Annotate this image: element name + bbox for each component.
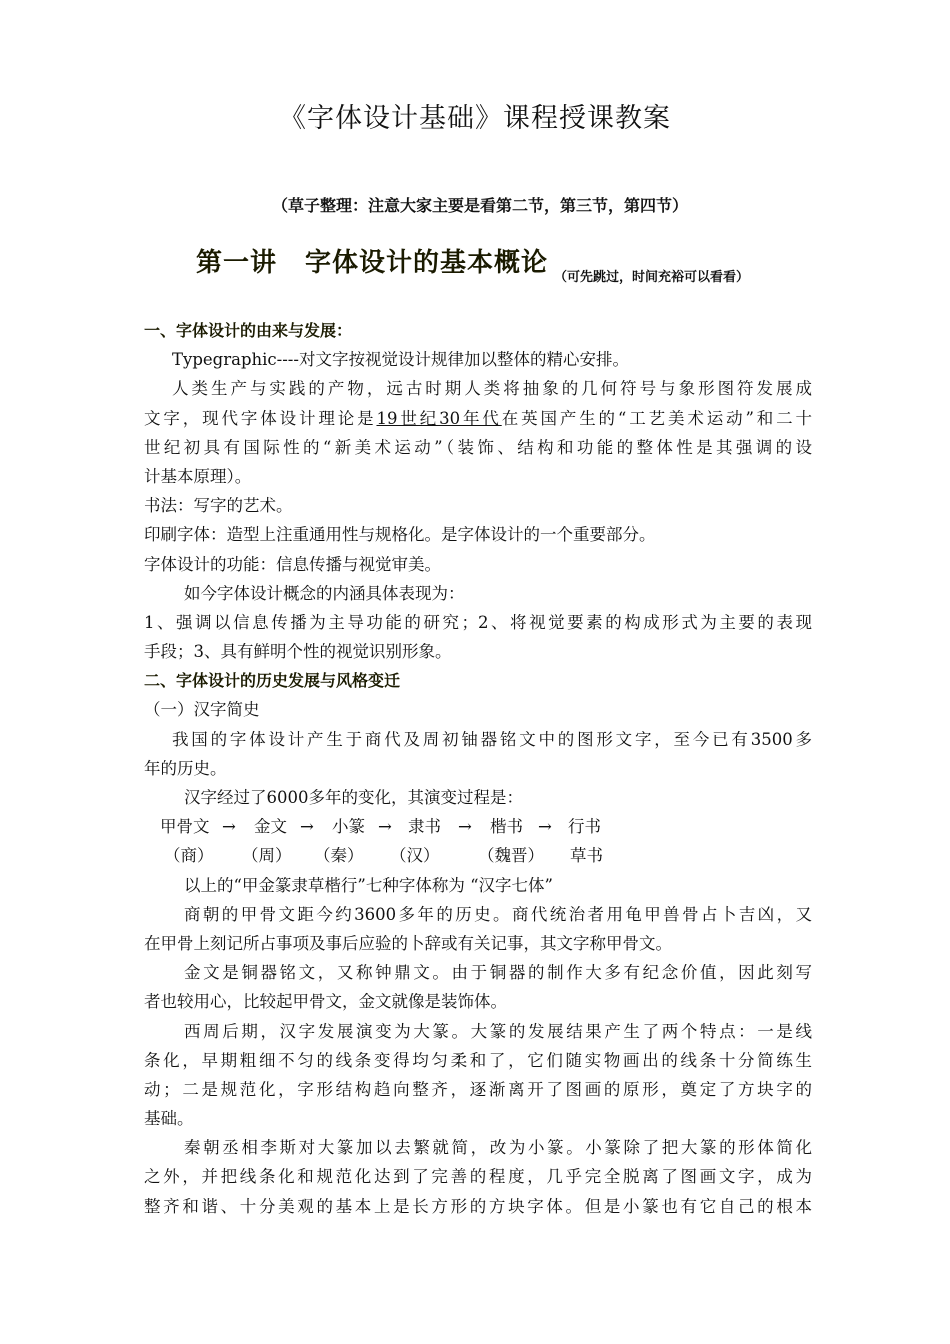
paragraph-print-type: 印刷字体：造型上注重通用性与规格化。是字体设计的一个重要部分。	[144, 525, 656, 545]
paragraph-oracle-line: 商朝的甲骨文距今约3600多年的历史。商代统治者用龟甲兽骨占卜吉凶，又	[184, 904, 812, 924]
text-span: 文字，现代字体设计理论是	[144, 408, 377, 428]
chain-item: 甲骨文	[160, 817, 210, 837]
lecture-label: 第一讲	[196, 248, 278, 278]
script-evolution-chain	[144, 812, 812, 841]
paragraph-origin-line: 人类生产与实践的产物，远古时期人类将抽象的几何符号与象形图符发展成	[172, 379, 812, 399]
paragraph-oracle-line: 在甲骨上刻记所占事项及事后应验的卜辞或有关记事，其文字称甲骨文。	[144, 933, 672, 953]
underlined-date: 19世纪30年代	[376, 408, 502, 428]
lecture-aside: （可先跳过，时间充裕可以看看）	[554, 270, 750, 285]
paragraph-origin-line: 世纪初具有国际性的“新美术运动”（装饰、结构和功能的整体性是其强调的设	[144, 437, 812, 457]
section-heading-1: 一、字体设计的由来与发展：	[144, 321, 353, 340]
dynasty-label: 草书	[570, 846, 603, 866]
paragraph-seven-scripts: 以上的“甲金篆隶草楷行”七种字体称为 “汉字七体”	[184, 875, 553, 895]
paragraph-origin-line: 计基本原理）。	[144, 466, 252, 486]
paragraph-history-line: 年的历史。	[144, 758, 227, 778]
lecture-name: 字体设计的基本概论	[305, 248, 549, 278]
dynasty-label: （秦）	[314, 846, 364, 866]
paragraph-xiaozhuan-line: 整齐和谐、十分美观的基本上是长方形的方块字体。但是小篆也有它自己的根本	[144, 1196, 812, 1216]
arrow-icon: →	[458, 817, 472, 837]
text-span: 在英国产生的“工艺美术运动”和二十	[501, 408, 812, 428]
paragraph-bronze-line: 者也较用心，比较起甲骨文，金文就像是装饰体。	[144, 992, 507, 1012]
paragraph-list-line: 手段；3、具有鲜明个性的视觉识别形象。	[144, 642, 452, 662]
document-title: 《字体设计基础》课程授课教案	[279, 103, 671, 134]
chain-item: 小篆	[332, 817, 365, 837]
paragraph-origin-line	[144, 404, 812, 433]
paragraph-list-line: 1、强调以信息传播为主导功能的研究；2、将视觉要素的构成形式为主要的表现	[144, 612, 812, 632]
dynasty-label: （汉）	[390, 846, 440, 866]
dynasty-label: （商）	[164, 846, 214, 866]
document-body	[144, 316, 812, 1221]
arrow-icon: →	[538, 817, 552, 837]
paragraph-concept: 如今字体设计概念的内涵具体表现为：	[184, 583, 465, 603]
paragraph-dazhuan-line: 条化，早期粗细不匀的线条变得均匀柔和了，它们随实物画出的线条十分简练生	[144, 1050, 812, 1070]
paragraph-dazhuan-line: 动；二是规范化，字形结构趋向整齐，逐渐离开了图画的原形，奠定了方块字的	[144, 1079, 812, 1099]
arrow-icon: →	[222, 817, 236, 837]
paragraph-dazhuan-line: 基础。	[144, 1109, 194, 1129]
paragraph-dazhuan-line: 西周后期，汉字发展演变为大篆。大篆的发展结果产生了两个特点：一是线	[184, 1021, 812, 1041]
chain-item: 隶书	[408, 817, 441, 837]
chain-item: 金文	[254, 817, 287, 837]
dynasty-label: （魏晋）	[478, 846, 544, 866]
paragraph-evolution: 汉字经过了6000多年的变化，其演变过程是：	[184, 788, 523, 807]
paragraph-function: 字体设计的功能：信息传播与视觉审美。	[144, 554, 441, 574]
paragraph-calligraphy: 书法：写字的艺术。	[144, 496, 293, 516]
lecture-heading	[196, 242, 749, 285]
editor-note: （草子整理：注意大家主要是看第二节，第三节，第四节）	[271, 196, 688, 215]
dynasty-label: （周）	[242, 846, 292, 866]
paragraph-xiaozhuan-line: 秦朝丞相李斯对大篆加以去繁就简，改为小篆。小篆除了把大篆的形体简化	[184, 1138, 812, 1158]
chain-item: 楷书	[490, 817, 523, 837]
paragraph-xiaozhuan-line: 之外，并把线条化和规范化达到了完善的程度，几乎完全脱离了图画文字，成为	[144, 1167, 812, 1187]
subsection-heading: （一）汉字简史	[144, 700, 260, 720]
paragraph-typegraphic: Typegraphic----对文字按视觉设计规律加以整体的精心安排。	[172, 350, 629, 370]
arrow-icon: →	[378, 817, 392, 837]
dynasty-row	[144, 841, 812, 870]
arrow-icon: →	[300, 817, 314, 837]
paragraph-history-line: 我国的字体设计产生于商代及周初铀器铭文中的图形文字，至今已有3500多	[172, 729, 812, 749]
section-heading-2: 二、字体设计的历史发展与风格变迁	[144, 671, 401, 691]
paragraph-bronze-line: 金文是铜器铭文，又称钟鼎文。由于铜器的制作大多有纪念价值，因此刻写	[184, 963, 812, 983]
chain-item: 行书	[568, 817, 601, 837]
